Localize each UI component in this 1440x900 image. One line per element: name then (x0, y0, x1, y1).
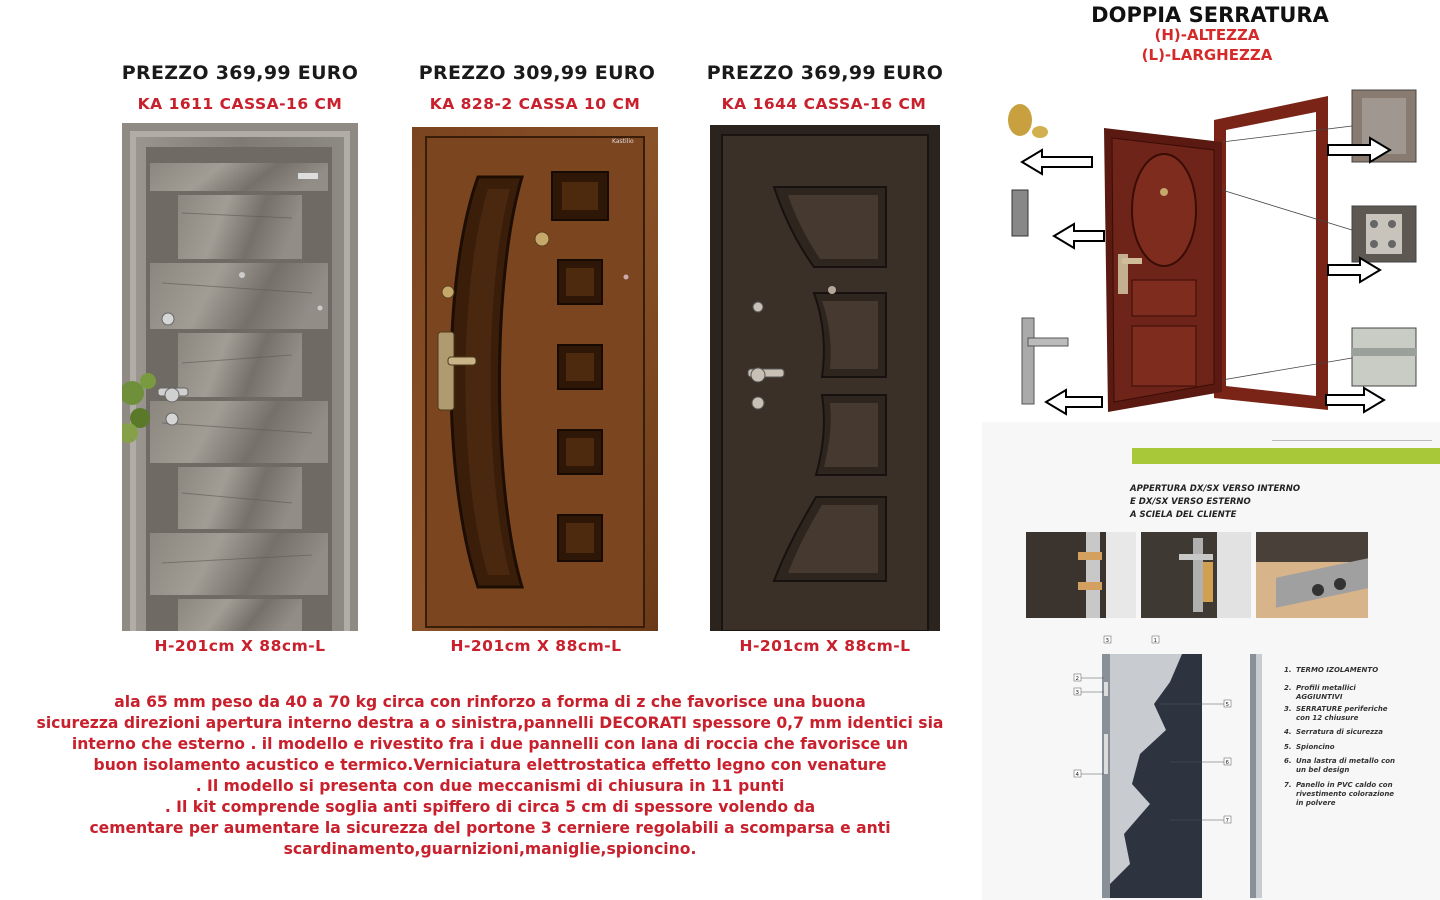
dims-label-3: H-201cm X 88cm-L (739, 637, 911, 655)
legend-item (1284, 781, 1395, 808)
product-description (20, 692, 960, 860)
legend-text: TERMO IZOLAMENTO (1296, 666, 1379, 674)
dims-label-1: H-201cm X 88cm-L (154, 637, 326, 655)
dims-label-2: H-201cm X 88cm-L (450, 637, 622, 655)
legend-text: Una lastra di metallo con (1296, 757, 1396, 765)
lock-photo (1012, 190, 1028, 236)
callout-label: 1 (1153, 638, 1157, 644)
model-label-2: KA 828-2 CASSA 10 CM (429, 95, 641, 113)
peephole-photo (1008, 104, 1048, 138)
door-cross-section (1070, 634, 1270, 900)
opening-direction-text (1130, 483, 1350, 522)
description-line: sicurezza direzioni apertura interno destra a o sinistra,pannelli DECORATI spessore 0,7 mm identici sia (36, 714, 944, 732)
callout-label: 5 (1225, 702, 1229, 708)
callout-label: 3 (1105, 638, 1109, 644)
legend-item (1284, 728, 1383, 737)
legend-number: 7. (1284, 781, 1292, 789)
legend-text: Serratura di sicurezza (1296, 728, 1383, 736)
open-door-diagram (982, 80, 1440, 422)
description-line: buon isolamento acustico e termico.Verniciatura elettrostatica effetto legno con venature (93, 756, 887, 774)
description-line: scardinamento,guarnizioni,maniglie,spioncino. (283, 840, 697, 858)
description-line: ala 65 mm peso da 40 a 70 kg circa con rinforzo a forma di z che favorisce una buona (114, 693, 866, 711)
threshold-detail-photo (1256, 532, 1368, 618)
opening-line: E DX/SX VERSO ESTERNO (1130, 497, 1251, 507)
lock-edge-photo-2 (1141, 532, 1251, 618)
callout-label: 7 (1225, 818, 1229, 824)
brand-label: Kastilio (612, 138, 634, 145)
legend-text: con 12 chiusure (1296, 714, 1359, 722)
model-label-3: KA 1644 CASSA-16 CM (721, 95, 927, 113)
double-lock-title: DOPPIA SERRATURA (1091, 3, 1329, 27)
price-label-2: PREZZO 309,99 EURO (418, 62, 656, 84)
legend-number: 4. (1284, 728, 1292, 736)
legend-item (1284, 705, 1388, 723)
width-label: (L)-LARGHEZZA (1141, 46, 1273, 64)
legend-number: 6. (1284, 757, 1292, 765)
description-line: cementare per aumentare la sicurezza del portone 3 cerniere regolabili a scomparsa e anti (89, 819, 891, 837)
price-label-1: PREZZO 369,99 EURO (121, 62, 359, 84)
opening-line: A SCIELA DEL CLIENTE (1130, 510, 1237, 520)
legend-item (1284, 666, 1379, 675)
legend-item (1284, 684, 1356, 702)
legend-item (1284, 757, 1396, 775)
description-line: . Il modello si presenta con due meccanismi di chiusura in 11 punti (195, 777, 785, 795)
door-image-ka828 (412, 127, 658, 631)
description-line: interno che esterno . il modello e rivestito fra i due pannelli con lana di roccia che favorisce un (71, 735, 909, 753)
legend-text: Spioncino (1296, 743, 1335, 751)
callout-label: 2 (1075, 676, 1079, 682)
callout-label: 3 (1075, 690, 1079, 696)
height-label: (H)-ALTEZZA (1154, 26, 1260, 44)
model-label-1: KA 1611 CASSA-16 CM (137, 95, 343, 113)
door-image-ka1644 (710, 125, 940, 631)
threshold-photo (1352, 328, 1416, 386)
lock-edge-photo-1 (1026, 532, 1136, 618)
description-line: . Il kit comprende soglia anti spiffero di circa 5 cm di spessore volendo da (164, 798, 816, 816)
legend-text: AGGIUNTIVI (1296, 693, 1343, 701)
legend-number: 3. (1284, 705, 1292, 713)
price-label-3: PREZZO 369,99 EURO (706, 62, 944, 84)
legend-number: 5. (1284, 743, 1292, 751)
legend-text: rivestimento colorazione (1296, 790, 1395, 798)
door-image-ka1611 (122, 123, 358, 631)
opening-line: APPERTURA DX/SX VERSO INTERNO (1130, 484, 1301, 494)
legend-text: un bel design (1296, 766, 1350, 774)
legend-text: SERRATURE periferiche (1296, 705, 1388, 713)
legend-item (1284, 743, 1335, 752)
legend-text: Panello in PVC caldo con (1296, 781, 1393, 789)
lime-bar (1132, 448, 1440, 464)
handle-photo (1022, 318, 1068, 404)
callout-label: 4 (1075, 772, 1079, 778)
legend-number: 2. (1284, 684, 1292, 692)
legend-text: Profili metallici (1296, 684, 1356, 692)
brand-plate (298, 173, 318, 179)
callout-label: 6 (1225, 760, 1229, 766)
legend-text: in polvere (1296, 799, 1336, 807)
legend-number: 1. (1284, 666, 1292, 674)
